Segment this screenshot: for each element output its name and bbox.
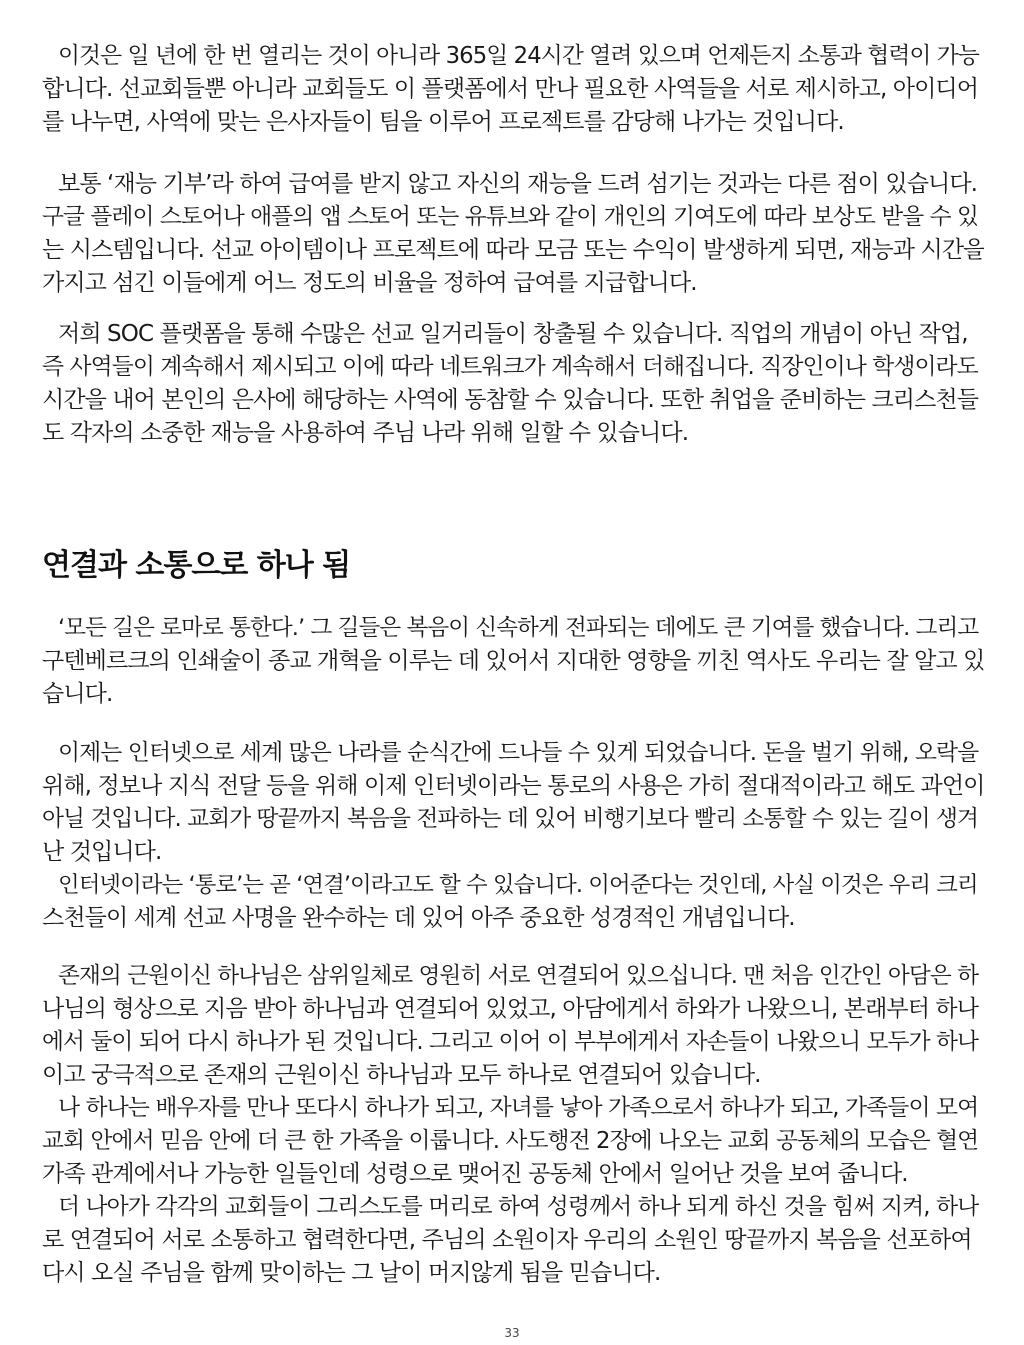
text-line: 가족 관계에서나 가능한 일들인데 성령으로 맺어진 공동체 안에서 일어난 것을 보여 줍니다.	[42, 1161, 908, 1187]
text-line: 이것은 일 년에 한 번 열리는 것이 아니라 365일 24시간 열려 있으며 언제든지 소통과 협력이 가능	[58, 43, 979, 69]
text-line: 보통 ‘재능 기부’라 하여 급여를 받지 않고 자신의 재능을 드려 섬기는 것과는 다른 점이 있습니다.	[58, 171, 978, 197]
text-line: 아닐 것입니다. 교회가 땅끝까지 복음을 전파하는 데 있어 비행기보다 빨리 소통할 수 있는 길이 생겨	[42, 806, 979, 832]
text-line: ‘모든 길은 로마로 통한다.’ 그 길들은 복음이 신속하게 전파되는 데에도 큰 기여를 했습니다. 그리고	[58, 615, 979, 641]
text-line: 가지고 섬긴 이들에게 어느 정도의 비율을 정하여 급여를 지급합니다.	[42, 270, 697, 296]
text-line: 합니다. 선교회들뿐 아니라 교회들도 이 플랫폼에서 만나 필요한 사역들을 서로 제시하고, 아이디어	[42, 76, 979, 102]
text-line: 는 시스템입니다. 선교 아이템이나 프로젝트에 따라 모금 또는 수익이 발생하게 되면, 재능과 시간을	[42, 237, 984, 263]
paragraph-talent-compensation	[42, 168, 984, 300]
text-line: 나 하나는 배우자를 만나 또다시 하나가 되고, 자녀를 낳아 가족으로서 하나가 되고, 가족들이 모여	[58, 1095, 979, 1121]
paragraph-platform-openness	[42, 40, 984, 139]
section-heading: 연결과 소통으로 하나 됨	[42, 548, 351, 583]
text-line: 도 각자의 소중한 재능을 사용하여 주님 나라 위해 일할 수 있습니다.	[42, 420, 689, 446]
paragraph-roads-to-rome	[42, 612, 984, 711]
text-line: 로 연결되어 서로 소통하고 협력한다면, 주님의 소원이자 우리의 소원인 땅끝까지 복음을 선포하여	[42, 1227, 972, 1253]
page-number: 33	[504, 1326, 520, 1340]
paragraph-soc-platform	[42, 318, 984, 450]
text-line: 스천들이 세계 선교 사명을 완수하는 데 있어 아주 중요한 성경적인 개념입니다.	[42, 905, 795, 931]
text-line: 구글 플레이 스토어나 애플의 앱 스토어 또는 유튜브와 같이 개인의 기여도에 따라 보상도 받을 수 있	[42, 204, 979, 230]
text-line: 인터넷이라는 ‘통로’는 곧 ‘연결’이라고도 할 수 있습니다. 이어준다는 것인데, 사실 이것은 우리 크리	[58, 872, 978, 898]
paragraph-trinity-connection	[42, 960, 984, 1092]
text-line: 존재의 근원이신 하나님은 삼위일체로 영원히 서로 연결되어 있으십니다. 맨 처음 인간인 아담은 하	[58, 963, 979, 989]
text-line: 즉 사역들이 계속해서 제시되고 이에 따라 네트워크가 계속해서 더해집니다. 직장인이나 학생이라도	[42, 354, 978, 380]
text-line: 습니다.	[42, 681, 113, 707]
paragraph-internet-channel	[42, 737, 984, 869]
text-line: 에서 둘이 되어 다시 하나가 된 것입니다. 그리고 이어 이 부부에게서 자손들이 나왔으니 모두가 하나	[42, 1029, 979, 1055]
text-line: 나님의 형상으로 지음 받아 하나님과 연결되어 있었고, 아담에게서 하와가 나왔으니, 본래부터 하나	[42, 996, 979, 1022]
paragraph-family-church	[42, 1092, 984, 1191]
text-line: 난 것입니다.	[42, 839, 162, 865]
paragraph-connection-concept	[42, 869, 984, 935]
text-line: 이제는 인터넷으로 세계 많은 나라를 순식간에 드나들 수 있게 되었습니다. 돈을 벌기 위해, 오락을	[58, 740, 979, 766]
text-line: 더 나아가 각각의 교회들이 그리스도를 머리로 하여 성령께서 하나 되게 하신 것을 힘써 지켜, 하나	[58, 1194, 979, 1220]
text-line: 를 나누면, 사역에 맞는 은사자들이 팀을 이루어 프로젝트를 감당해 나가는 것입니다.	[42, 109, 844, 135]
paragraph-churches-united	[42, 1191, 984, 1290]
text-line: 저희 SOC 플랫폼을 통해 수많은 선교 일거리들이 창출될 수 있습니다. 직업의 개념이 아닌 작업,	[58, 321, 968, 347]
text-line: 구텐베르크의 인쇄술이 종교 개혁을 이루는 데 있어서 지대한 영향을 끼친 역사도 우리는 잘 알고 있	[42, 648, 984, 674]
text-line: 교회 안에서 믿음 안에 더 큰 한 가족을 이룹니다. 사도행전 2장에 나오는 교회 공동체의 모습은 혈연	[42, 1128, 979, 1154]
text-line: 위해, 정보나 지식 전달 등을 위해 이제 인터넷이라는 통로의 사용은 가히 절대적이라고 해도 과언이	[42, 773, 984, 799]
text-line: 시간을 내어 본인의 은사에 해당하는 사역에 동참할 수 있습니다. 또한 취업을 준비하는 크리스천들	[42, 387, 979, 413]
text-line: 다시 오실 주님을 함께 맞이하는 그 날이 머지않게 됨을 믿습니다.	[42, 1260, 661, 1286]
text-line: 이고 궁극적으로 존재의 근원이신 하나님과 모두 하나로 연결되어 있습니다.	[42, 1062, 761, 1088]
